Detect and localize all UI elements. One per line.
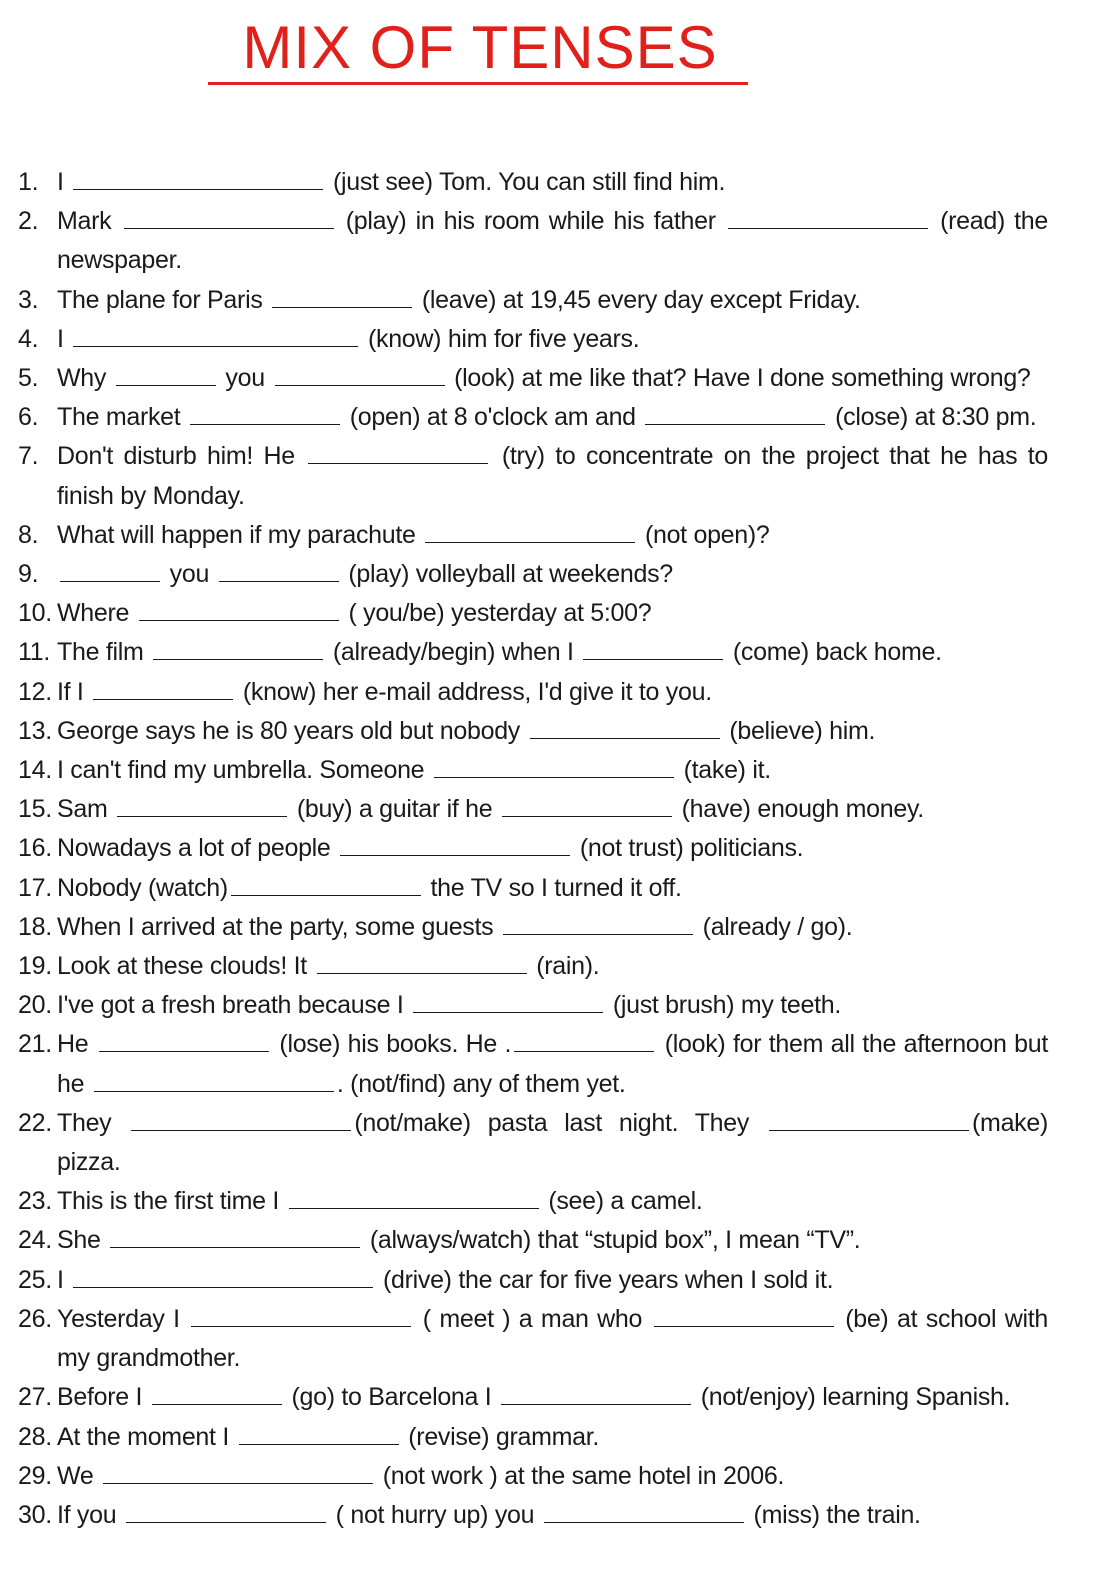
- item-number: 16.: [18, 834, 52, 863]
- answer-blank[interactable]: [654, 1300, 834, 1327]
- item-number: 2.: [18, 207, 39, 236]
- answer-blank[interactable]: [340, 829, 570, 856]
- exercise-item: [18, 398, 1048, 437]
- item-number: 6.: [18, 403, 39, 432]
- answer-blank[interactable]: [645, 398, 825, 425]
- item-text: Don't disturb him! He (try) to concentrate on the project that he has to finish by Monday.: [57, 437, 1048, 515]
- item-text: Mark (play) in his room while his father (read) the newspaper.: [57, 202, 1048, 280]
- answer-blank[interactable]: [219, 555, 339, 582]
- item-text: If you ( not hurry up) you (miss) the train.: [57, 1496, 1048, 1535]
- exercise-item: [18, 1300, 1048, 1378]
- item-number: 1.: [18, 168, 39, 196]
- exercise-item: [18, 712, 1048, 751]
- item-text: When I arrived at the party, some guests (already / go).: [57, 908, 1048, 947]
- answer-blank[interactable]: [502, 790, 672, 817]
- item-number: 18.: [18, 912, 52, 941]
- exercise-item: [18, 1418, 1048, 1457]
- answer-blank[interactable]: [769, 1104, 969, 1131]
- answer-blank[interactable]: [530, 712, 720, 739]
- item-number: 14.: [18, 756, 52, 785]
- exercise-item: [18, 359, 1048, 398]
- item-text: They (not/make) pasta last night. They (make) pizza.: [57, 1104, 1048, 1182]
- item-number: 5.: [18, 364, 39, 393]
- answer-blank[interactable]: [413, 986, 603, 1013]
- answer-blank[interactable]: [116, 359, 216, 386]
- answer-blank[interactable]: [152, 1378, 282, 1405]
- answer-blank[interactable]: [153, 633, 323, 660]
- exercise-item: [18, 1261, 1048, 1300]
- answer-blank[interactable]: [73, 163, 323, 190]
- answer-blank[interactable]: [139, 594, 339, 621]
- item-text: you (play) volleyball at weekends?: [57, 555, 1048, 594]
- item-text: George says he is 80 years old but nobody (believe) him.: [57, 712, 1048, 751]
- item-number: 12.: [18, 677, 52, 706]
- exercise-item: [18, 1221, 1048, 1260]
- item-text: Nobody (watch) the TV so I turned it off.: [57, 869, 1048, 908]
- answer-blank[interactable]: [73, 320, 358, 347]
- item-number: 22.: [18, 1108, 52, 1137]
- answer-blank[interactable]: [231, 869, 421, 896]
- answer-blank[interactable]: [514, 1025, 654, 1052]
- item-number: 11.: [18, 638, 50, 667]
- exercise-item: [18, 829, 1048, 868]
- item-number: 24.: [18, 1226, 52, 1255]
- answer-blank[interactable]: [110, 1221, 360, 1248]
- exercise-item: [18, 986, 1048, 1025]
- exercise-item: [18, 1025, 1048, 1103]
- item-number: 28.: [18, 1422, 52, 1451]
- exercise-item: [18, 281, 1048, 320]
- worksheet-title: MIX OF TENSES: [242, 14, 718, 81]
- item-text: If I (know) her e-mail address, I'd give it to you.: [57, 673, 1048, 712]
- answer-blank[interactable]: [317, 947, 527, 974]
- item-text: This is the first time I (see) a camel.: [57, 1182, 1048, 1221]
- answer-blank[interactable]: [239, 1418, 399, 1445]
- answer-blank[interactable]: [544, 1496, 744, 1523]
- answer-blank[interactable]: [60, 555, 160, 582]
- item-text: I can't find my umbrella. Someone (take) it.: [57, 751, 1048, 790]
- exercise-item: [18, 790, 1048, 829]
- item-number: 29.: [18, 1461, 52, 1490]
- answer-blank[interactable]: [728, 202, 928, 229]
- answer-blank[interactable]: [99, 1025, 269, 1052]
- answer-blank[interactable]: [93, 673, 233, 700]
- item-text: Yesterday I ( meet ) a man who (be) at school with my grandmother.: [57, 1300, 1048, 1378]
- answer-blank[interactable]: [425, 516, 635, 543]
- item-text: Nowadays a lot of people (not trust) politicians.: [57, 829, 1048, 868]
- exercise-item: [18, 908, 1048, 947]
- item-number: 4.: [18, 324, 39, 353]
- item-number: 15.: [18, 795, 52, 824]
- item-text: The market (open) at 8 o'clock am and (close) at 8:30 pm.: [57, 398, 1048, 437]
- answer-blank[interactable]: [117, 790, 287, 817]
- answer-blank[interactable]: [289, 1182, 539, 1209]
- item-number: 3.: [18, 285, 39, 314]
- item-number: 25.: [18, 1265, 52, 1294]
- exercise-item: [18, 1457, 1048, 1496]
- answer-blank[interactable]: [308, 437, 488, 464]
- exercise-item: [18, 555, 1048, 594]
- answer-blank[interactable]: [583, 633, 723, 660]
- item-text: We (not work ) at the same hotel in 2006.: [57, 1457, 1048, 1496]
- item-text: I've got a fresh breath because I (just brush) my teeth.: [57, 986, 1048, 1025]
- answer-blank[interactable]: [126, 1496, 326, 1523]
- item-text: The film (already/begin) when I (come) back home.: [57, 633, 1048, 672]
- answer-blank[interactable]: [73, 1261, 373, 1288]
- exercise-item: [18, 1104, 1048, 1182]
- exercise-item: [18, 320, 1048, 359]
- exercise-list: [18, 163, 1048, 1535]
- item-number: 7.: [18, 442, 39, 471]
- item-number: 10.: [18, 599, 52, 628]
- item-text: Look at these clouds! It (rain).: [57, 947, 1048, 986]
- item-text: Why you (look) at me like that? Have I done something wrong?: [57, 359, 1048, 398]
- answer-blank[interactable]: [272, 281, 412, 308]
- exercise-item: [18, 673, 1048, 712]
- exercise-item: [18, 751, 1048, 790]
- answer-blank[interactable]: [94, 1065, 334, 1092]
- answer-blank[interactable]: [190, 398, 340, 425]
- exercise-item: [18, 633, 1048, 672]
- item-number: 17.: [18, 873, 52, 902]
- answer-blank[interactable]: [503, 908, 693, 935]
- item-number: 20.: [18, 991, 52, 1020]
- answer-blank[interactable]: [131, 1104, 351, 1131]
- item-number: 21.: [18, 1030, 52, 1059]
- item-text: Where ( you/be) yesterday at 5:00?: [57, 594, 1048, 633]
- answer-blank[interactable]: [191, 1300, 411, 1327]
- item-text: At the moment I (revise) grammar.: [57, 1418, 1048, 1457]
- answer-blank[interactable]: [501, 1378, 691, 1405]
- exercise-item: [18, 1378, 1048, 1417]
- item-number: 23.: [18, 1187, 52, 1216]
- title-underline: [208, 82, 748, 85]
- item-number: 26.: [18, 1304, 52, 1333]
- answer-blank[interactable]: [275, 359, 445, 386]
- exercise-item: [18, 869, 1048, 908]
- item-number: 13.: [18, 716, 52, 745]
- item-text: I (drive) the car for five years when I sold it.: [57, 1261, 1048, 1300]
- exercise-item: [18, 437, 1048, 515]
- item-number: 19.: [18, 952, 52, 981]
- item-text: I (just see) Tom. You can still find him.: [57, 163, 1048, 202]
- item-text: Before I (go) to Barcelona I (not/enjoy) learning Spanish.: [57, 1378, 1048, 1417]
- item-number: 30.: [18, 1500, 52, 1529]
- answer-blank[interactable]: [103, 1457, 373, 1484]
- exercise-item: [18, 163, 1048, 202]
- exercise-item: [18, 947, 1048, 986]
- exercise-item: [18, 594, 1048, 633]
- exercise-item: [18, 1182, 1048, 1221]
- item-text: He (lose) his books. He . (look) for them all the afternoon but he . (not/find) any of them yet.: [57, 1025, 1048, 1103]
- answer-blank[interactable]: [434, 751, 674, 778]
- item-text: Sam (buy) a guitar if he (have) enough money.: [57, 790, 1048, 829]
- item-text: I (know) him for five years.: [57, 320, 1048, 359]
- item-number: 8.: [18, 520, 39, 549]
- exercise-item: [18, 202, 1048, 280]
- answer-blank[interactable]: [124, 202, 334, 229]
- item-number: 9.: [18, 560, 39, 589]
- item-text: The plane for Paris (leave) at 19,45 every day except Friday.: [57, 281, 1048, 320]
- exercise-item: [18, 1496, 1048, 1535]
- exercise-item: [18, 516, 1048, 555]
- item-text: What will happen if my parachute (not open)?: [57, 516, 1048, 555]
- item-text: She (always/watch) that “stupid box”, I mean “TV”.: [57, 1221, 1048, 1260]
- item-number: 27.: [18, 1383, 52, 1412]
